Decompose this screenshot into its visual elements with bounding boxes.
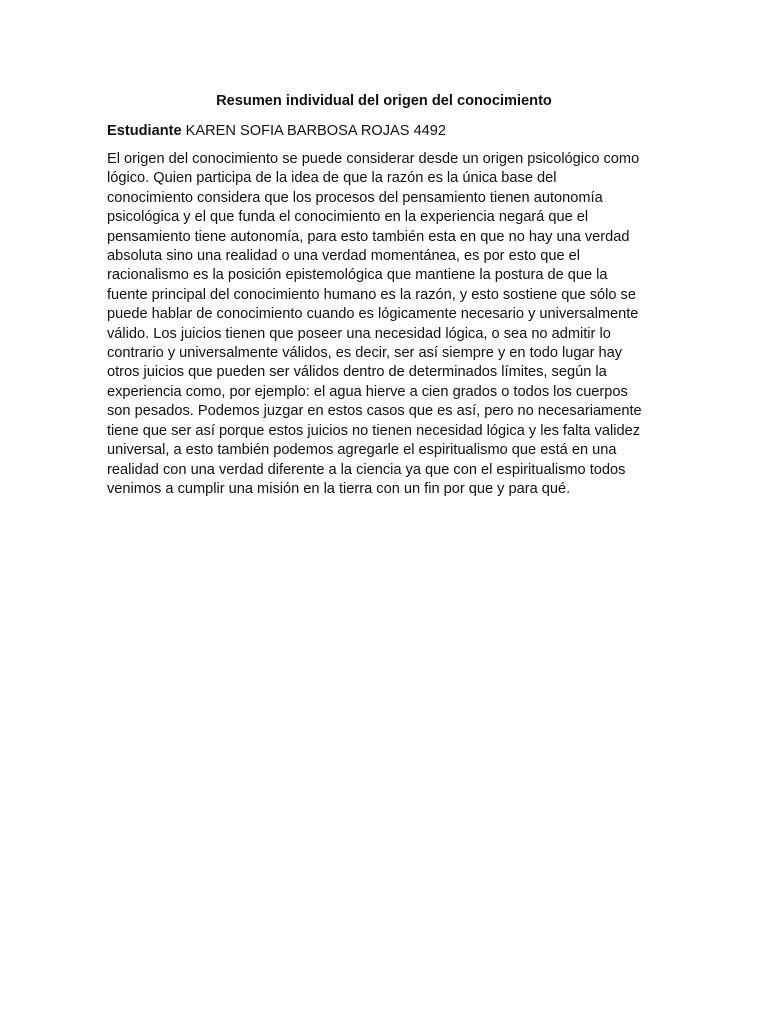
paragraph-line: El origen del conocimiento se puede considerar desde un origen psicológico como bbox=[107, 151, 640, 167]
body-paragraph bbox=[107, 150, 667, 499]
paragraph-line: puede hablar de conocimiento cuando es lógicamente necesario y universalmente bbox=[107, 306, 639, 323]
student-name: KAREN SOFIA BARBOSA ROJAS 4492 bbox=[185, 123, 447, 139]
paragraph-line: tiene que ser así porque estos juicios no tienen necesidad lógica y les falta validez bbox=[107, 422, 640, 439]
document-title: Resumen individual del origen del conocimiento bbox=[216, 93, 552, 109]
paragraph-line: venimos a cumplir una misión en la tierra con un fin por que y para qué. bbox=[107, 480, 571, 497]
paragraph-line: racionalismo es la posición epistemológica que mantiene la postura de que la bbox=[107, 267, 608, 284]
paragraph-line: experiencia como, por ejemplo: el agua hierve a cien grados o todos los cuerpos bbox=[107, 383, 628, 400]
paragraph-line: contrario y universalmente válidos, es decir, ser así siempre y en todo lugar hay bbox=[107, 345, 623, 362]
paragraph-line: otros juicios que pueden ser válidos dentro de determinados límites, según la bbox=[107, 364, 607, 381]
paragraph-line: válido. Los juicios tienen que poseer una necesidad lógica, o sea no admitir lo bbox=[107, 325, 611, 342]
paragraph-line: pensamiento tiene autonomía, para esto también esta en que no hay una verdad bbox=[107, 228, 630, 245]
student-label: Estudiante bbox=[107, 123, 182, 139]
paragraph-line: universal, a esto también podemos agregarle el espiritualismo que está en una bbox=[107, 442, 617, 459]
paragraph-line: son pesados. Podemos juzgar en estos casos que es así, pero no necesariamente bbox=[107, 403, 642, 420]
paragraph-line: conocimiento considera que los procesos del pensamiento tienen autonomía bbox=[107, 189, 603, 206]
paragraph-line: psicológica y el que funda el conocimiento en la experiencia negará que el bbox=[107, 209, 589, 226]
paragraph-line: lógico. Quien participa de la idea de que la razón es la única base del bbox=[107, 170, 557, 187]
student-line bbox=[107, 121, 446, 141]
paragraph-line: fuente principal del conocimiento humano es la razón, y esto sostiene que sólo se bbox=[107, 286, 636, 303]
paragraph-line: realidad con una verdad diferente a la ciencia ya que con el espiritualismo todos bbox=[107, 461, 626, 478]
paragraph-line: absoluta sino una realidad o una verdad momentánea, es por esto que el bbox=[107, 248, 580, 265]
